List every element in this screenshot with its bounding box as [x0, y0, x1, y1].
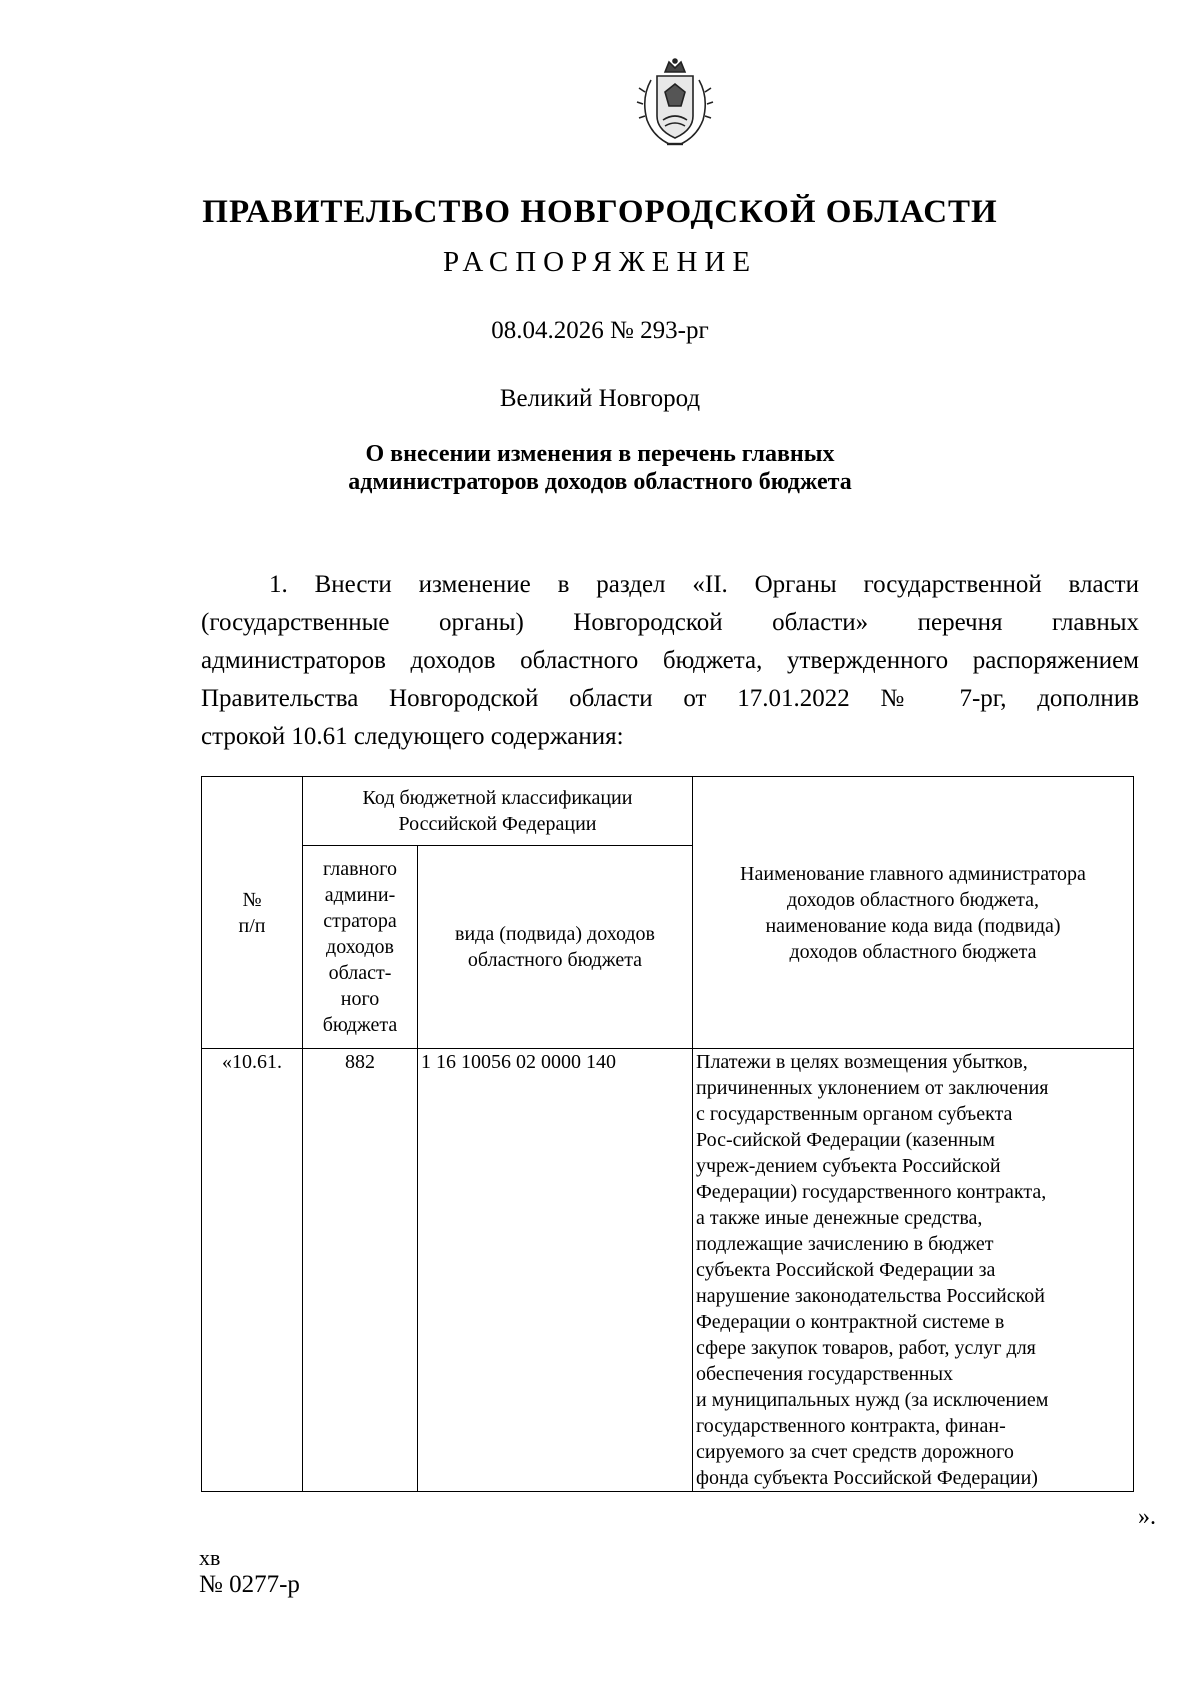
date-and-number: 08.04.2026 № 293-рг: [491, 317, 709, 344]
coat-of-arms-icon: [635, 58, 715, 150]
subject-line: О внесении изменения в перечень главных: [365, 441, 835, 467]
footer-registration: [199, 1545, 300, 1599]
header-number: № п/п: [202, 777, 303, 1049]
header-chief-admin: главного админи- стратора доходов област- ного бюджета: [303, 846, 418, 1049]
table-header-row: [202, 777, 1134, 846]
executor-initials: хв: [199, 1545, 221, 1570]
paragraph-line: администраторов доходов областного бюджета, утвержденного распоряжением: [201, 647, 1139, 674]
row-number: «10.61.: [202, 1049, 303, 1492]
registration-number: № 0277-р: [199, 1571, 300, 1598]
document-subject: [0, 440, 1200, 496]
paragraph-line: 1. Внести изменение в раздел «II. Органы государственной власти: [269, 571, 1139, 598]
table-row: [202, 1049, 1134, 1492]
paragraph-line: Правительства Новгородской области от 17.01.2022 № 7-рг, дополнив: [201, 685, 1139, 712]
city: Великий Новгород: [499, 385, 701, 412]
header-code-group: Код бюджетной классификации Российской Федерации: [303, 777, 693, 846]
main-paragraph: [201, 566, 1139, 756]
document-type: РАСПОРЯЖЕНИЕ: [442, 246, 758, 278]
paragraph-line: строкой 10.61 следующего содержания:: [201, 723, 624, 750]
row-admin-code: 882: [303, 1049, 418, 1492]
header-admin-name: Наименование главного администратора доходов областного бюджета, наименование кода вида (подвида) доходов областного бюджета: [693, 777, 1134, 1049]
revenue-admin-table: [201, 776, 1134, 1492]
subject-line: администраторов доходов областного бюджета: [348, 469, 852, 495]
closing-quote: ».: [1138, 1504, 1156, 1530]
row-classification-code: 1 16 10056 02 0000 140: [418, 1049, 693, 1492]
paragraph-line: (государственные органы) Новгородской области» перечня главных: [201, 609, 1139, 636]
row-description: Платежи в целях возмещения убытков, причиненных уклонением от заключения с государственным органом субъекта Рос-сийской Федерации (казенным учреж-дением субъекта Российской Федерации) государственного контракта, а также иные денежные средства, подлежащие зачислению в бюджет субъекта Российской Федерации за нарушение законодательства Российской Федерации о контрактной системе в сфере закупок товаров, работ, услуг для обеспечения государственных и муниципальных нужд (за исключением государственного контракта, финан- сируемого за счет средств дорожного фонда субъекта Российской Федерации): [693, 1049, 1134, 1492]
organization-title: ПРАВИТЕЛЬСТВО НОВГОРОДСКОЙ ОБЛАСТИ: [202, 194, 998, 230]
header-revenue-kind: вида (подвида) доходов областного бюджета: [418, 846, 693, 1049]
